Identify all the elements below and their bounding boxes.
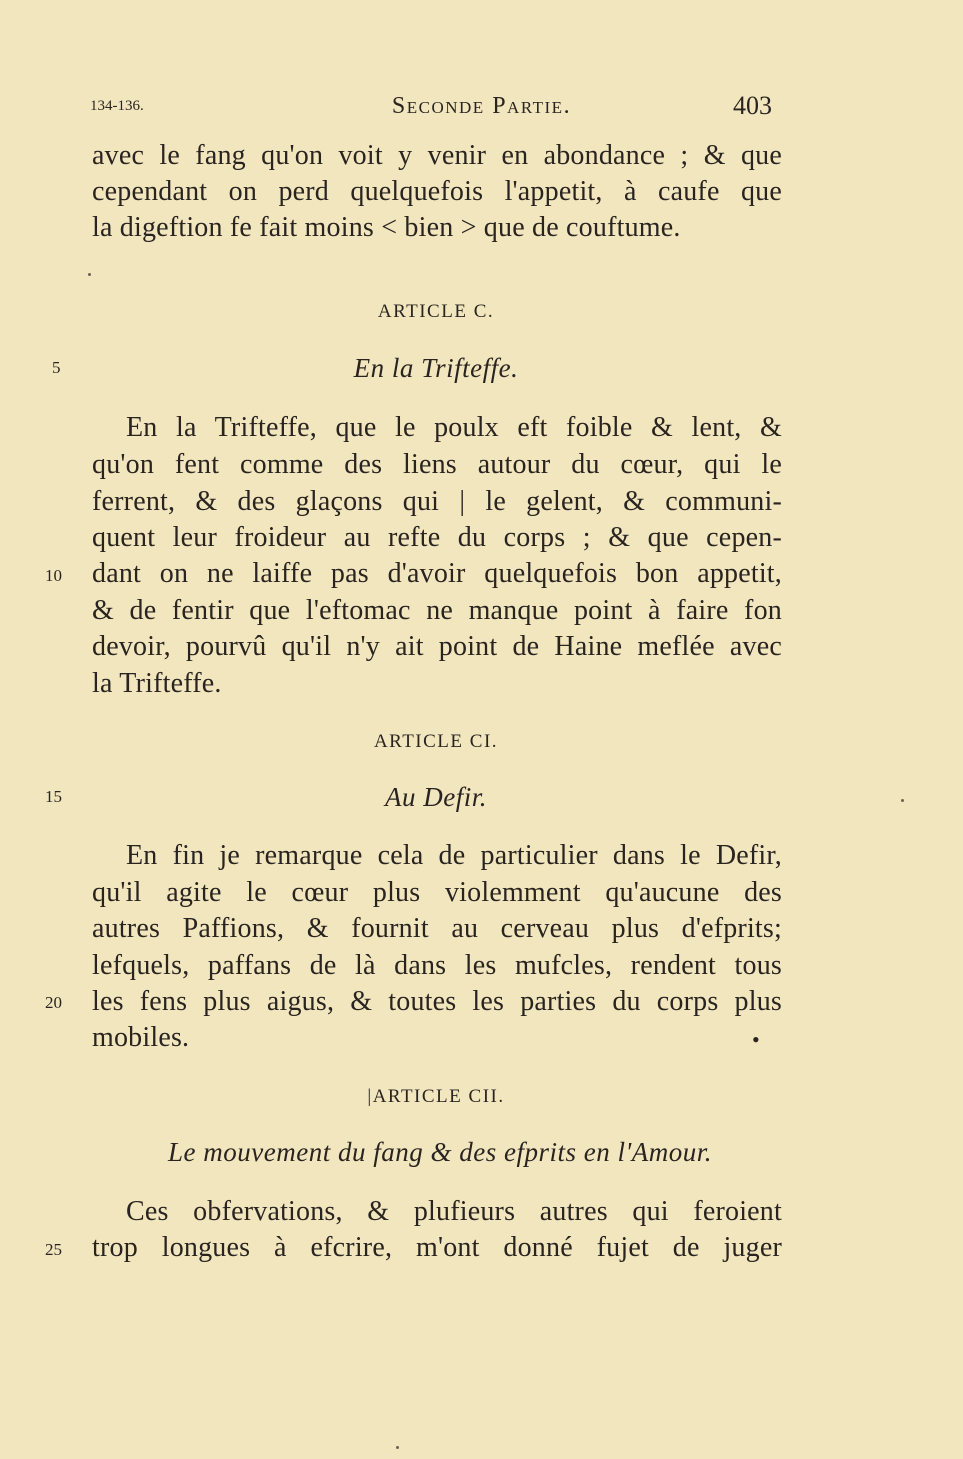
article-subtitle: Au Defir. [385, 782, 487, 812]
article-subtitle: Le mouvement du fang & des efprits en l'Amour. [168, 1137, 712, 1167]
text-line: ferrent, & des glaçons qui | le gelent, & communi- [92, 486, 782, 517]
text-line: la digeftion fe fait moins < bien > que de couftume. [92, 212, 681, 243]
text-line: En la Trifteffe, que le poulx eft foible & lent, & [126, 412, 782, 443]
text-line: qu'il agite le cœur plus violemment qu'aucune des [92, 877, 782, 908]
text-line: devoir, pourvû qu'il n'y ait point de Haine meflée avec [92, 631, 782, 662]
page-range: 134-136. [90, 98, 144, 114]
text-line: trop longues à efcrire, m'ont donné fujet de juger [92, 1232, 782, 1263]
article-heading: ARTICLE C. [377, 301, 495, 322]
running-title: Seconde Partie. [391, 93, 572, 119]
text-line: mobiles. [92, 1022, 190, 1053]
text-line: les fens plus aigus, & toutes les parties du corps plus [92, 986, 782, 1017]
text-line: la Trifteffe. [92, 668, 222, 699]
line-number: 10 [45, 566, 62, 585]
text-line: avec le fang qu'on voit y venir en abondance ; & que [92, 140, 782, 171]
article-subtitle: En la Trifteffe. [353, 353, 519, 383]
article-heading: |ARTICLE CII. [367, 1086, 505, 1107]
line-number: 15 [45, 787, 62, 806]
text-line: lefquels, paffans de là dans les mufcles, rendent tous [92, 950, 782, 981]
line-number: 5 [52, 358, 61, 377]
text-line: cependant on perd quelquefois l'appetit, à caufe que [92, 176, 782, 207]
speck [88, 273, 91, 276]
text-line: autres Paffions, & fournit au cerveau plus d'efprits; [92, 913, 782, 944]
speck [396, 1446, 399, 1449]
text-line: qu'on fent comme des liens autour du cœur, qui le [92, 449, 782, 480]
text-line: En fin je remarque cela de particulier dans le Defir, [126, 840, 782, 871]
text-line: Ces obfervations, & plufieurs autres qui feroient [126, 1196, 782, 1227]
text-line: quent leur froideur au refte du corps ; & que cepen- [92, 522, 782, 553]
page-number: 403 [733, 91, 772, 120]
article-heading: ARTICLE CI. [373, 731, 499, 752]
text-line: & de fentir que l'eftomac ne manque point à faire fon [92, 595, 782, 626]
stray-mark: • [752, 1027, 760, 1052]
speck [901, 799, 904, 802]
line-number: 20 [45, 993, 62, 1012]
text-line: dant on ne laiffe pas d'avoir quelquefois bon appetit, [92, 558, 782, 589]
line-number: 25 [45, 1240, 62, 1259]
